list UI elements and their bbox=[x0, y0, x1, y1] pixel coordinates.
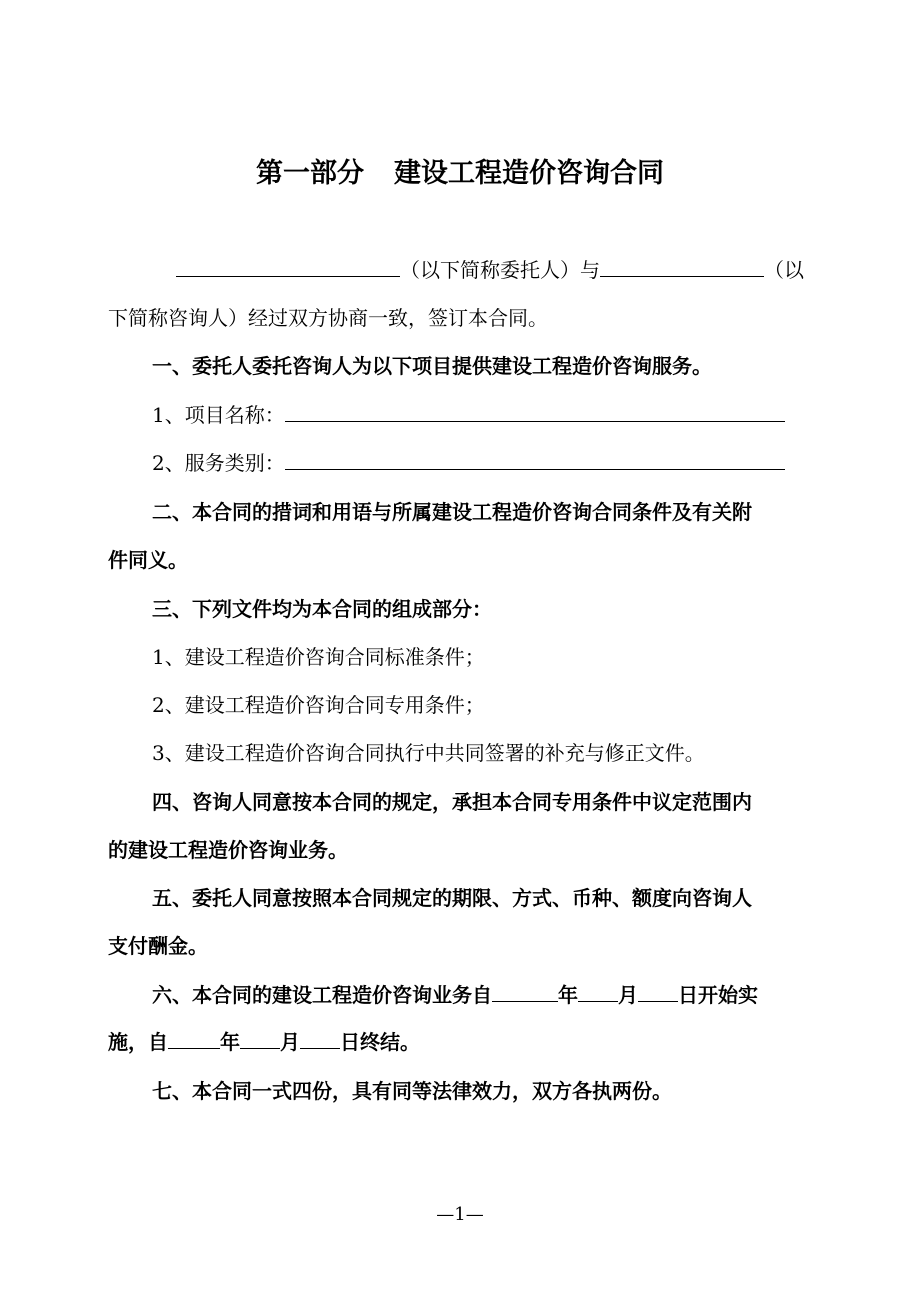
end-year-label: 年 bbox=[220, 1030, 240, 1054]
start-year-label: 年 bbox=[558, 983, 578, 1007]
article-3-item-1-text: 1、建设工程造价咨询合同标准条件； bbox=[152, 645, 485, 669]
start-month-label: 月 bbox=[618, 983, 638, 1007]
title-name: 建设工程造价咨询合同 bbox=[394, 158, 664, 189]
end-month-blank[interactable] bbox=[240, 1022, 280, 1049]
article-4-line-1 bbox=[152, 782, 752, 822]
project-name-label: 1、项目名称： bbox=[152, 403, 285, 427]
article-6-prefix: 六、本合同的建设工程造价咨询业务自 bbox=[152, 983, 492, 1007]
article-4-line-2 bbox=[108, 830, 348, 870]
article-2-text-1: 二、本合同的措词和用语与所属建设工程造价咨询合同条件及有关附 bbox=[152, 500, 752, 524]
article-1-item-1 bbox=[152, 395, 785, 435]
end-year-blank[interactable] bbox=[168, 1022, 220, 1049]
article-7-text: 七、本合同一式四份，具有同等法律效力，双方各执两份。 bbox=[152, 1079, 672, 1103]
preamble-text-1: （以下简称委托人）与 bbox=[400, 258, 600, 282]
start-year-blank[interactable] bbox=[492, 975, 558, 1002]
title-part: 第一部分 bbox=[256, 158, 364, 189]
end-month-label: 月 bbox=[280, 1030, 300, 1054]
article-2-line-1 bbox=[152, 492, 752, 532]
consultant-name-blank[interactable] bbox=[600, 250, 764, 277]
article-3-item-3-text: 3、建设工程造价咨询合同执行中共同签署的补充与修正文件。 bbox=[152, 741, 705, 765]
article-3-item-1 bbox=[152, 637, 485, 677]
article-3-heading bbox=[152, 589, 492, 629]
preamble-line-2 bbox=[108, 298, 548, 338]
article-2-line-2 bbox=[108, 540, 188, 580]
preamble-text-3: 下简称咨询人）经过双方协商一致，签订本合同。 bbox=[108, 306, 548, 330]
article-5-text-2: 支付酬金。 bbox=[108, 934, 208, 958]
article-4-text-1: 四、咨询人同意按本合同的规定，承担本合同专用条件中议定范围内 bbox=[152, 790, 752, 814]
article-5-text-1: 五、委托人同意按照本合同规定的期限、方式、币种、额度向咨询人 bbox=[152, 886, 752, 910]
article-1-heading-text: 一、委托人委托咨询人为以下项目提供建设工程造价咨询服务。 bbox=[152, 354, 712, 378]
article-4-text-2: 的建设工程造价咨询业务。 bbox=[108, 838, 348, 862]
article-6-line-2 bbox=[108, 1022, 420, 1062]
service-type-label: 2、服务类别： bbox=[152, 451, 285, 475]
article-5-line-2 bbox=[108, 926, 208, 966]
article-5-line-1 bbox=[152, 878, 752, 918]
article-1-heading bbox=[152, 346, 712, 386]
preamble-line-1 bbox=[176, 250, 804, 290]
article-2-text-2: 件同义。 bbox=[108, 548, 188, 572]
article-3-heading-text: 三、下列文件均为本合同的组成部分： bbox=[152, 597, 492, 621]
article-6-line-1 bbox=[152, 975, 758, 1015]
client-name-blank[interactable] bbox=[176, 250, 400, 277]
end-day-blank[interactable] bbox=[300, 1022, 340, 1049]
end-day-label: 日终结。 bbox=[340, 1030, 420, 1054]
page-title bbox=[0, 150, 920, 198]
article-3-item-2-text: 2、建设工程造价咨询合同专用条件； bbox=[152, 693, 485, 717]
start-month-blank[interactable] bbox=[578, 975, 618, 1002]
project-name-blank[interactable] bbox=[285, 395, 785, 422]
article-6-line-2-prefix: 施，自 bbox=[108, 1030, 168, 1054]
article-3-item-3 bbox=[152, 733, 705, 773]
article-1-item-2 bbox=[152, 443, 785, 483]
start-day-blank[interactable] bbox=[638, 975, 678, 1002]
service-type-blank[interactable] bbox=[285, 443, 785, 470]
start-day-label: 日开始实 bbox=[678, 983, 758, 1007]
preamble-text-2: （以 bbox=[764, 258, 804, 282]
article-3-item-2 bbox=[152, 685, 485, 725]
page-number: —1— bbox=[436, 1204, 484, 1225]
article-7 bbox=[152, 1071, 672, 1111]
